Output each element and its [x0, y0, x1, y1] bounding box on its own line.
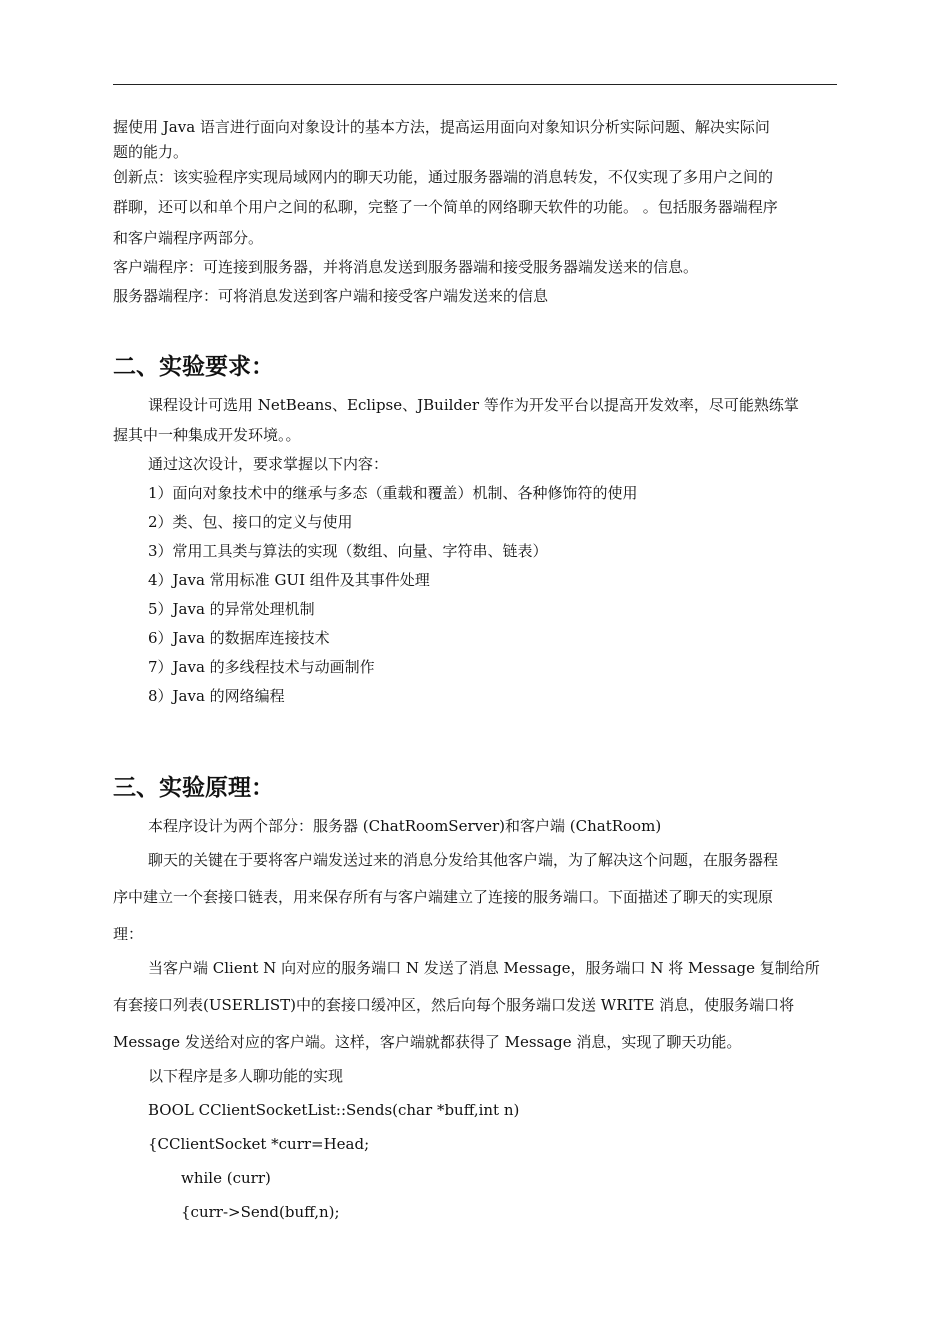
code-line: {curr->Send(buff,n); [181, 1203, 340, 1221]
list-item: 6）Java 的数据库连接技术 [148, 629, 330, 647]
section2-para1-line2: 握其中一种集成开发环境。。 [113, 426, 301, 444]
section3-para2-line1: 聊天的关键在于要将客户端发送过来的消息分发给其他客户端，为了解决这个问题，在服务器程 [148, 851, 779, 869]
list-item: 1）面向对象技术中的继承与多态（重载和覆盖）机制、各种修饰符的使用 [148, 484, 638, 502]
list-item: 4）Java 常用标准 GUI 组件及其事件处理 [148, 571, 430, 589]
code-line: BOOL CClientSocketList::Sends(char *buff,int n) [148, 1101, 520, 1119]
section2-heading: 二、实验要求： [113, 354, 274, 380]
list-item: 3）常用工具类与算法的实现（数组、向量、字符串、链表） [148, 542, 548, 560]
section3-para3-line3: Message 发送给对应的客户端。这样，客户端就都获得了 Message 消息，实现了聊天功能。 [113, 1033, 742, 1051]
section3-para4: 以下程序是多人聊功能的实现 [148, 1067, 344, 1085]
list-item: 8）Java 的网络编程 [148, 687, 285, 705]
section3-para2-line2: 序中建立一个套接口链表，用来保存所有与客户端建立了连接的服务端口。下面描述了聊天的实现原 [113, 888, 774, 906]
intro-line-7: 服务器端程序：可将消息发送到客户端和接受客户端发送来的信息 [113, 287, 549, 305]
section3-para3-line1: 当客户端 Client N 向对应的服务端口 N 发送了消息 Message，服务端口 N 将 Message 复制给所 [148, 959, 820, 977]
intro-line-3: 创新点：该实验程序实现局域网内的聊天功能，通过服务器端的消息转发，不仅实现了多用户之间的 [113, 168, 774, 186]
section3-para1: 本程序设计为两个部分：服务器 (ChatRoomServer)和客户端 (ChatRoom) [148, 817, 662, 835]
section2-para1-line1: 课程设计可选用 NetBeans、Eclipse、JBuilder 等作为开发平台以提高开发效率，尽可能熟练掌 [148, 396, 799, 414]
intro-line-1: 握使用 Java 语言进行面向对象设计的基本方法，提高运用面向对象知识分析实际问题、解决实际问 [113, 118, 770, 136]
section3-para2-line3: 理： [113, 925, 144, 943]
section3-heading: 三、实验原理： [113, 775, 274, 801]
intro-line-6: 客户端程序：可连接到服务器，并将消息发送到服务器端和接受服务器端发送来的信息。 [113, 258, 699, 276]
section2-para2: 通过这次设计，要求掌握以下内容： [148, 455, 389, 473]
section3-para3-line2: 有套接口列表(USERLIST)中的套接口缓冲区，然后向每个服务端口发送 WRITE 消息，使服务端口将 [113, 996, 795, 1014]
list-item: 2）类、包、接口的定义与使用 [148, 513, 353, 531]
list-item: 7）Java 的多线程技术与动画制作 [148, 658, 375, 676]
code-line: {CClientSocket *curr=Head; [148, 1135, 370, 1153]
intro-line-2: 题的能力。 [113, 143, 189, 161]
intro-line-4: 群聊，还可以和单个用户之间的私聊，完整了一个简单的网络聊天软件的功能。 。包括服务器端程序 [113, 198, 778, 216]
code-line: while (curr) [181, 1169, 271, 1187]
intro-line-5: 和客户端程序两部分。 [113, 229, 264, 247]
list-item: 5）Java 的异常处理机制 [148, 600, 315, 618]
header-rule [113, 84, 837, 85]
